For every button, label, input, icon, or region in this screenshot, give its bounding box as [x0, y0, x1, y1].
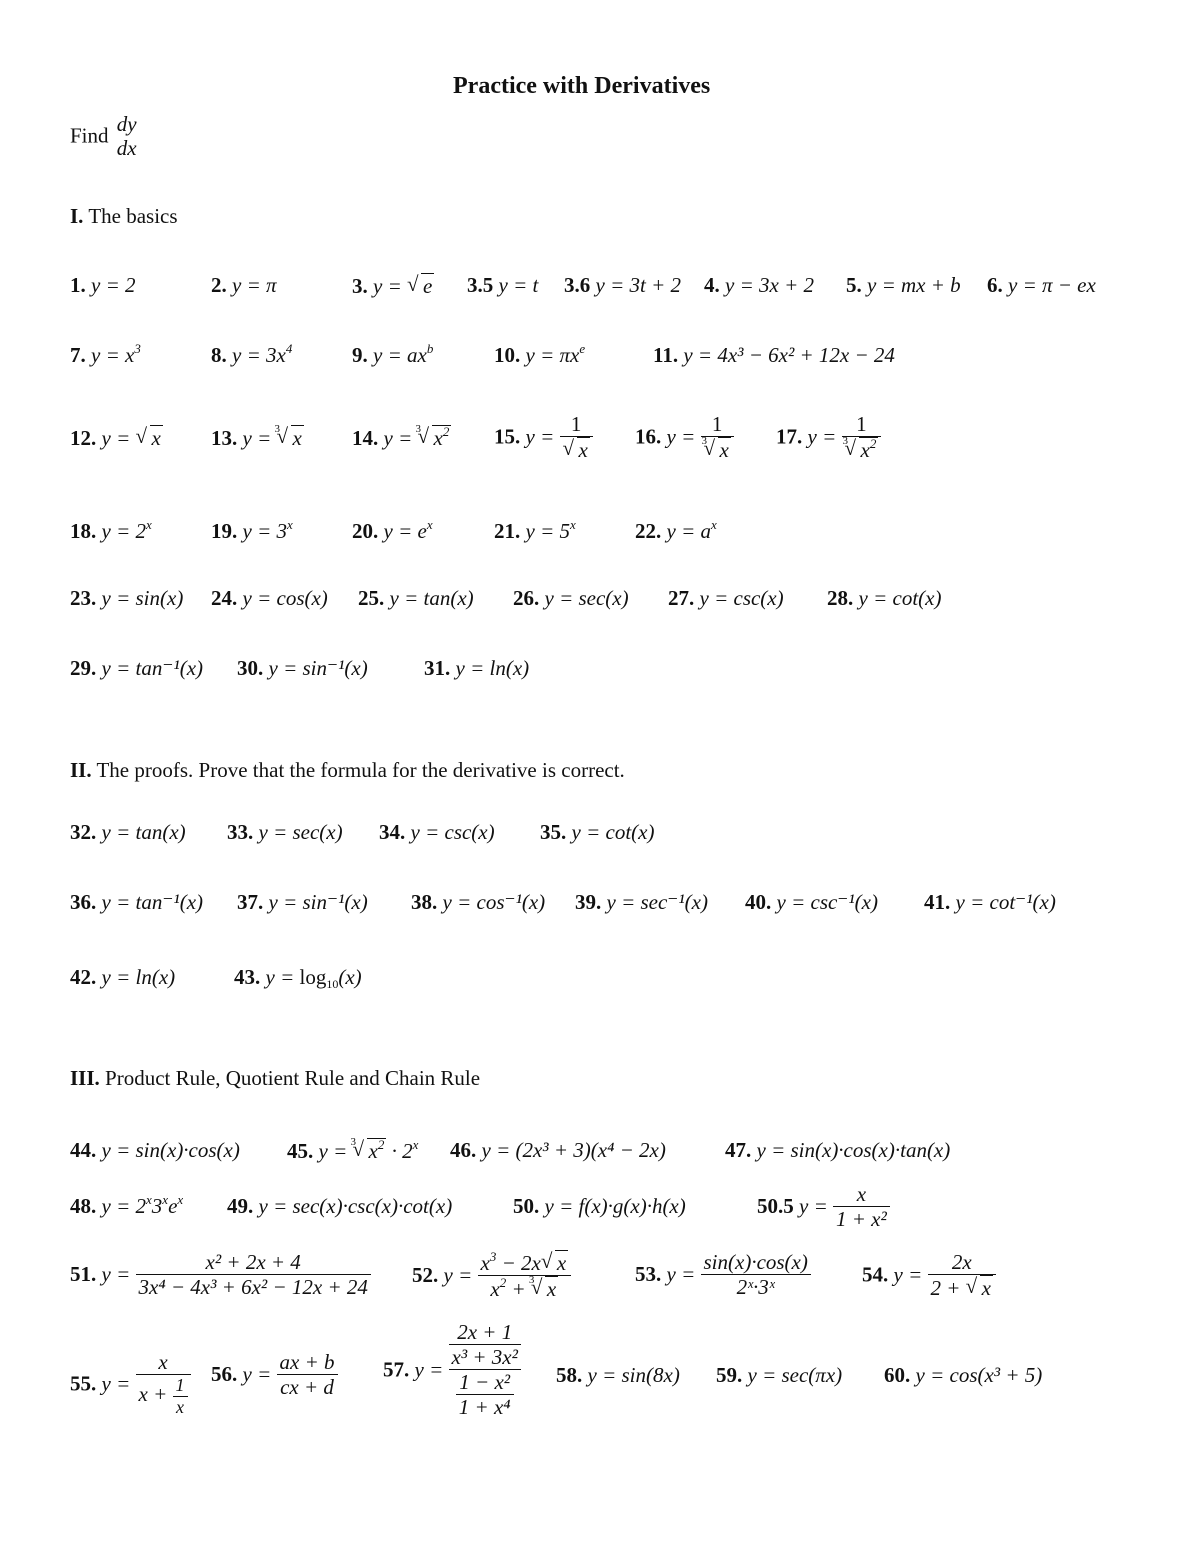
- problem-20: 20. $y = e^x$: [352, 517, 433, 543]
- equation: y = sin⁻¹(x): [268, 656, 368, 680]
- equation: y = sec(x): [544, 586, 629, 610]
- sqrt-e: √ e: [407, 273, 434, 299]
- problem-41: [924, 890, 1056, 915]
- problem-number: 51.: [70, 1262, 97, 1287]
- problem-number: 31.: [424, 656, 451, 680]
- problem-34: [379, 820, 495, 845]
- problem-3-6: [564, 273, 681, 298]
- problem-number: 3.5: [467, 273, 494, 297]
- problem-number: 55.: [70, 1371, 97, 1396]
- problem-number: 56.: [211, 1362, 238, 1387]
- numerator: x: [856, 1182, 867, 1206]
- equation: y = sec(x)·csc(x)·cot(x): [258, 1194, 453, 1218]
- problem-number: 57.: [383, 1357, 410, 1382]
- problem-3: 3. y = √ e: [352, 273, 434, 299]
- problem-number: 21.: [494, 519, 521, 543]
- problem-33: [227, 820, 343, 845]
- problem-46: [450, 1138, 666, 1163]
- problem-number: 6.: [987, 273, 1003, 297]
- numerator: 2x: [951, 1250, 972, 1274]
- problem-60: [884, 1363, 1042, 1388]
- cbrt-x: √ 3 x: [277, 425, 304, 451]
- problem-number: 54.: [862, 1262, 889, 1287]
- problem-number: 25.: [358, 586, 385, 610]
- problem-8: 8. $y = 3x^4$: [211, 341, 293, 367]
- equation: y = 3t + 2: [595, 273, 681, 297]
- instruction-word: Find: [70, 123, 109, 148]
- problem-56: 56. y = $\frac{ax + b}{cx + d}$: [211, 1350, 338, 1399]
- denominator: x³ + 3x²: [449, 1344, 521, 1369]
- problem-55: 55. y = x x + $\frac{1}{x}$: [70, 1350, 191, 1418]
- equation: y = sec(x): [258, 820, 343, 844]
- denominator: 3x⁴ − 4x³ + 6x² − 12x + 24: [136, 1274, 371, 1299]
- equation: y = t: [498, 273, 539, 297]
- equation: y = sin(x)·cos(x)·tan(x): [756, 1138, 951, 1162]
- problem-number: 27.: [668, 586, 695, 610]
- problem-3-5: [467, 273, 538, 298]
- problem-number: 29.: [70, 656, 97, 680]
- problem-number: 28.: [827, 586, 854, 610]
- problem-29: [70, 656, 203, 681]
- fraction: x x + $\frac{1}{x}$: [136, 1350, 191, 1418]
- equation: y = sec⁻¹(x): [606, 890, 708, 914]
- problem-14: 14. y = √ 3 $x^2$: [352, 425, 451, 451]
- numerator: sin(x)·cos(x): [703, 1250, 808, 1274]
- section-2-heading: [70, 758, 625, 783]
- equation: y = 2: [91, 273, 136, 297]
- fraction: [277, 1350, 338, 1399]
- numerator: 1: [711, 412, 723, 436]
- equation: y = sin(8x): [587, 1363, 680, 1387]
- problem-4: [704, 273, 814, 298]
- fraction: $x^3 - 2x√$ x $x^2$ + √ 3 x: [478, 1250, 572, 1301]
- problem-23: [70, 586, 183, 611]
- problem-number: 59.: [716, 1363, 743, 1387]
- dy-dx-fraction: [114, 112, 140, 160]
- problem-number: 13.: [211, 426, 238, 450]
- problem-number: 60.: [884, 1363, 911, 1387]
- problem-number: 19.: [211, 519, 238, 543]
- problem-number: 10.: [494, 343, 521, 367]
- problem-48: 48. $y = 2^x3^xe^x$: [70, 1192, 184, 1218]
- cbrt-x-squared: √ 3 $x^2$: [418, 425, 452, 451]
- problem-number: 3.6: [564, 273, 591, 297]
- problem-number: 40.: [745, 890, 772, 914]
- sqrt-x: √ x: [136, 425, 163, 451]
- fraction: [136, 1250, 371, 1299]
- problem-15: 15. y = 1 √ x: [494, 412, 593, 462]
- compound-fraction: [449, 1320, 521, 1420]
- equation: y = tan⁻¹(x): [101, 656, 204, 680]
- problem-59: [716, 1363, 842, 1388]
- problem-number: 41.: [924, 890, 951, 914]
- problem-number: 2.: [211, 273, 227, 297]
- problem-number: 18.: [70, 519, 97, 543]
- problem-11: [653, 343, 895, 368]
- section-number: I.: [70, 204, 84, 228]
- numerator: ax + b: [279, 1350, 335, 1374]
- problem-39: [575, 890, 708, 915]
- equation: y = (2x³ + 3)(x⁴ − 2x): [481, 1138, 666, 1162]
- fraction: $\frac{2x}{2 + √ x}$: [928, 1250, 997, 1300]
- equation: y = sin⁻¹(x): [268, 890, 368, 914]
- equation: y = sec(πx): [747, 1363, 843, 1387]
- problem-number: 22.: [635, 519, 662, 543]
- problem-58: [556, 1363, 680, 1388]
- problem-number: 50.: [513, 1194, 540, 1218]
- problem-number: 16.: [635, 424, 662, 449]
- numerator: 1: [570, 412, 582, 436]
- numerator: x² + 2x + 4: [205, 1250, 301, 1274]
- problem-26: [513, 586, 629, 611]
- equation: y = ln(x): [455, 656, 530, 680]
- problem-number: 7.: [70, 343, 86, 367]
- section-label: The basics: [88, 204, 178, 228]
- problem-number: 34.: [379, 820, 406, 844]
- problem-53: 53. y = $\frac{\sin(x)\cdot\cos(x)}{\text{2ˣ·3ˣ}}$: [635, 1250, 811, 1299]
- equation: y = cot⁻¹(x): [955, 890, 1056, 914]
- equation: y = π: [232, 273, 277, 297]
- problem-24: [211, 586, 328, 611]
- problem-57: 57. y = $\frac{\frac{2x + 1}{\text{x³ + 3x²}}}{\frac{\text{1 − x²}}{\text{1 + x⁴}}}$: [383, 1320, 521, 1420]
- numerator: 1: [856, 412, 867, 436]
- problem-number: 58.: [556, 1363, 583, 1387]
- problem-49: [227, 1194, 452, 1219]
- problem-6: [987, 273, 1096, 298]
- problem-32: [70, 820, 186, 845]
- problem-37: [237, 890, 368, 915]
- equation: y = sin(x): [101, 586, 184, 610]
- section-label: The proofs. Prove that the formula for the derivative is correct.: [96, 758, 625, 782]
- equation: y = sin(x)·cos(x): [101, 1138, 240, 1162]
- problem-2: [211, 273, 277, 298]
- equation: y = π − ex: [1008, 273, 1096, 297]
- problem-number: 1.: [70, 273, 86, 297]
- problem-number: 37.: [237, 890, 264, 914]
- problem-17: 17. y = 1 √ 3 $x^2$: [776, 412, 881, 462]
- problem-5: [846, 273, 961, 298]
- dx-denominator: dx: [116, 136, 137, 161]
- fraction: [833, 1182, 890, 1231]
- problem-18: 18. $y = 2^x$: [70, 517, 152, 543]
- equation: y = mx + b: [867, 273, 961, 297]
- equation: y = cot(x): [858, 586, 942, 610]
- section-number: III.: [70, 1066, 100, 1090]
- problem-27: [668, 586, 784, 611]
- cbrt-x-squared: √ 3 $x^2$: [353, 1138, 387, 1164]
- equation: y = cos⁻¹(x): [442, 890, 546, 914]
- problem-number: 30.: [237, 656, 264, 680]
- problem-28: [827, 586, 941, 611]
- problem-number: 38.: [411, 890, 438, 914]
- problem-19: 19. $y = 3^x$: [211, 517, 293, 543]
- problem-number: 46.: [450, 1138, 477, 1162]
- fraction: 1 √ 3 x: [701, 412, 734, 462]
- section-label: Product Rule, Quotient Rule and Chain Rule: [105, 1066, 481, 1090]
- problem-52: 52. y = $x^3 - 2x√$ x $x^2$ + √ 3 x: [412, 1250, 571, 1301]
- problem-31: [424, 656, 529, 681]
- equation: y = cos(x³ + 5): [915, 1363, 1043, 1387]
- problem-number: 49.: [227, 1194, 254, 1218]
- problem-40: [745, 890, 878, 915]
- equation: y = ln(x): [101, 965, 176, 989]
- problem-number: 42.: [70, 965, 97, 989]
- problem-21: 21. $y = 5^x$: [494, 517, 576, 543]
- problem-25: [358, 586, 474, 611]
- problem-22: 22. $y = a^x$: [635, 517, 717, 543]
- denominator: cx + d: [277, 1374, 338, 1399]
- equation: y = tan(x): [389, 586, 474, 610]
- problem-number: 52.: [412, 1263, 439, 1288]
- problem-number: 50.5: [757, 1194, 794, 1219]
- problem-number: 5.: [846, 273, 862, 297]
- problem-number: 43.: [234, 965, 261, 989]
- problem-number: 11.: [653, 343, 679, 367]
- denominator: 2ˣ·3ˣ: [701, 1274, 811, 1299]
- problem-number: 8.: [211, 343, 227, 367]
- problem-number: 23.: [70, 586, 97, 610]
- problem-50-5: 50.5 y = $\frac{x}{\text{1 + x²}}$: [757, 1182, 890, 1231]
- equation: y = cot(x): [571, 820, 655, 844]
- equation: y = 4x³ − 6x² + 12x − 24: [683, 343, 895, 367]
- instruction: [70, 112, 140, 160]
- problem-number: 12.: [70, 426, 97, 450]
- equation: y = csc(x): [410, 820, 495, 844]
- fraction: [701, 1250, 811, 1299]
- problem-number: 32.: [70, 820, 97, 844]
- problem-number: 14.: [352, 426, 379, 450]
- problem-number: 24.: [211, 586, 238, 610]
- equation: y = tan⁻¹(x): [101, 890, 204, 914]
- problem-10: 10. $y = \pi x^e$: [494, 341, 586, 367]
- problem-38: [411, 890, 545, 915]
- equation: y = f(x)·g(x)·h(x): [544, 1194, 686, 1218]
- problem-35: [540, 820, 654, 845]
- problem-51: 51. y = $\frac{\text{x² + 2x + 4}}{\text{3x⁴ − 4x³ + 6x² − 12x + 24}}$: [70, 1250, 371, 1299]
- problem-number: 53.: [635, 1262, 662, 1287]
- equation: y = 3x + 2: [725, 273, 814, 297]
- problem-7: 7. $y = x^3$: [70, 341, 141, 367]
- problem-number: 9.: [352, 343, 368, 367]
- page-title: Practice with Derivatives: [453, 73, 711, 99]
- problem-number: 47.: [725, 1138, 752, 1162]
- problem-16: 16. y = 1 √ 3 x: [635, 412, 734, 462]
- equation: y = csc⁻¹(x): [776, 890, 878, 914]
- denominator: 1 + x⁴: [456, 1394, 514, 1419]
- problem-number: 39.: [575, 890, 602, 914]
- problem-number: 15.: [494, 424, 521, 449]
- numerator: x: [158, 1350, 168, 1374]
- problem-1: [70, 273, 136, 298]
- problem-9: 9. $y = ax^b$: [352, 341, 434, 367]
- equation: y = tan(x): [101, 820, 186, 844]
- problem-43: 43. $y = \log_{10}(x)$: [234, 965, 362, 991]
- problem-number: 35.: [540, 820, 567, 844]
- problem-number: 45.: [287, 1139, 314, 1163]
- problem-13: 13. y = √ 3 x: [211, 425, 304, 451]
- problem-number: 4.: [704, 273, 720, 297]
- problem-36: [70, 890, 203, 915]
- problem-54: 54. y = $\frac{2x}{2 + √ x}$: [862, 1250, 996, 1300]
- dy-numerator: dy: [116, 112, 137, 136]
- problem-number: 36.: [70, 890, 97, 914]
- problem-50: [513, 1194, 686, 1219]
- fraction: 1 √ 3 $x^2$: [842, 412, 882, 462]
- denominator: 1 + x²: [833, 1206, 890, 1231]
- section-1-heading: [70, 204, 178, 229]
- numerator: 1 − x²: [459, 1370, 511, 1395]
- problem-number: 17.: [776, 424, 803, 449]
- section-number: II.: [70, 758, 92, 782]
- problem-42: [70, 965, 175, 990]
- problem-number: 20.: [352, 519, 379, 543]
- problem-number: 3.: [352, 274, 368, 298]
- numerator: 2x + 1: [457, 1320, 513, 1344]
- problem-30: [237, 656, 368, 681]
- problem-number: 48.: [70, 1194, 97, 1218]
- equation: y = csc(x): [699, 586, 784, 610]
- problem-number: 44.: [70, 1138, 97, 1162]
- equation: y = cos(x): [242, 586, 328, 610]
- problem-45: 45. y = √ 3 $x^2 \cdot 2^x$: [287, 1138, 418, 1164]
- problem-12: 12. y = √ x: [70, 425, 163, 451]
- problem-47: [725, 1138, 950, 1163]
- problem-number: 33.: [227, 820, 254, 844]
- problem-number: 26.: [513, 586, 540, 610]
- fraction: 1 √ x: [560, 412, 593, 462]
- section-3-heading: [70, 1066, 480, 1091]
- problem-44: [70, 1138, 240, 1163]
